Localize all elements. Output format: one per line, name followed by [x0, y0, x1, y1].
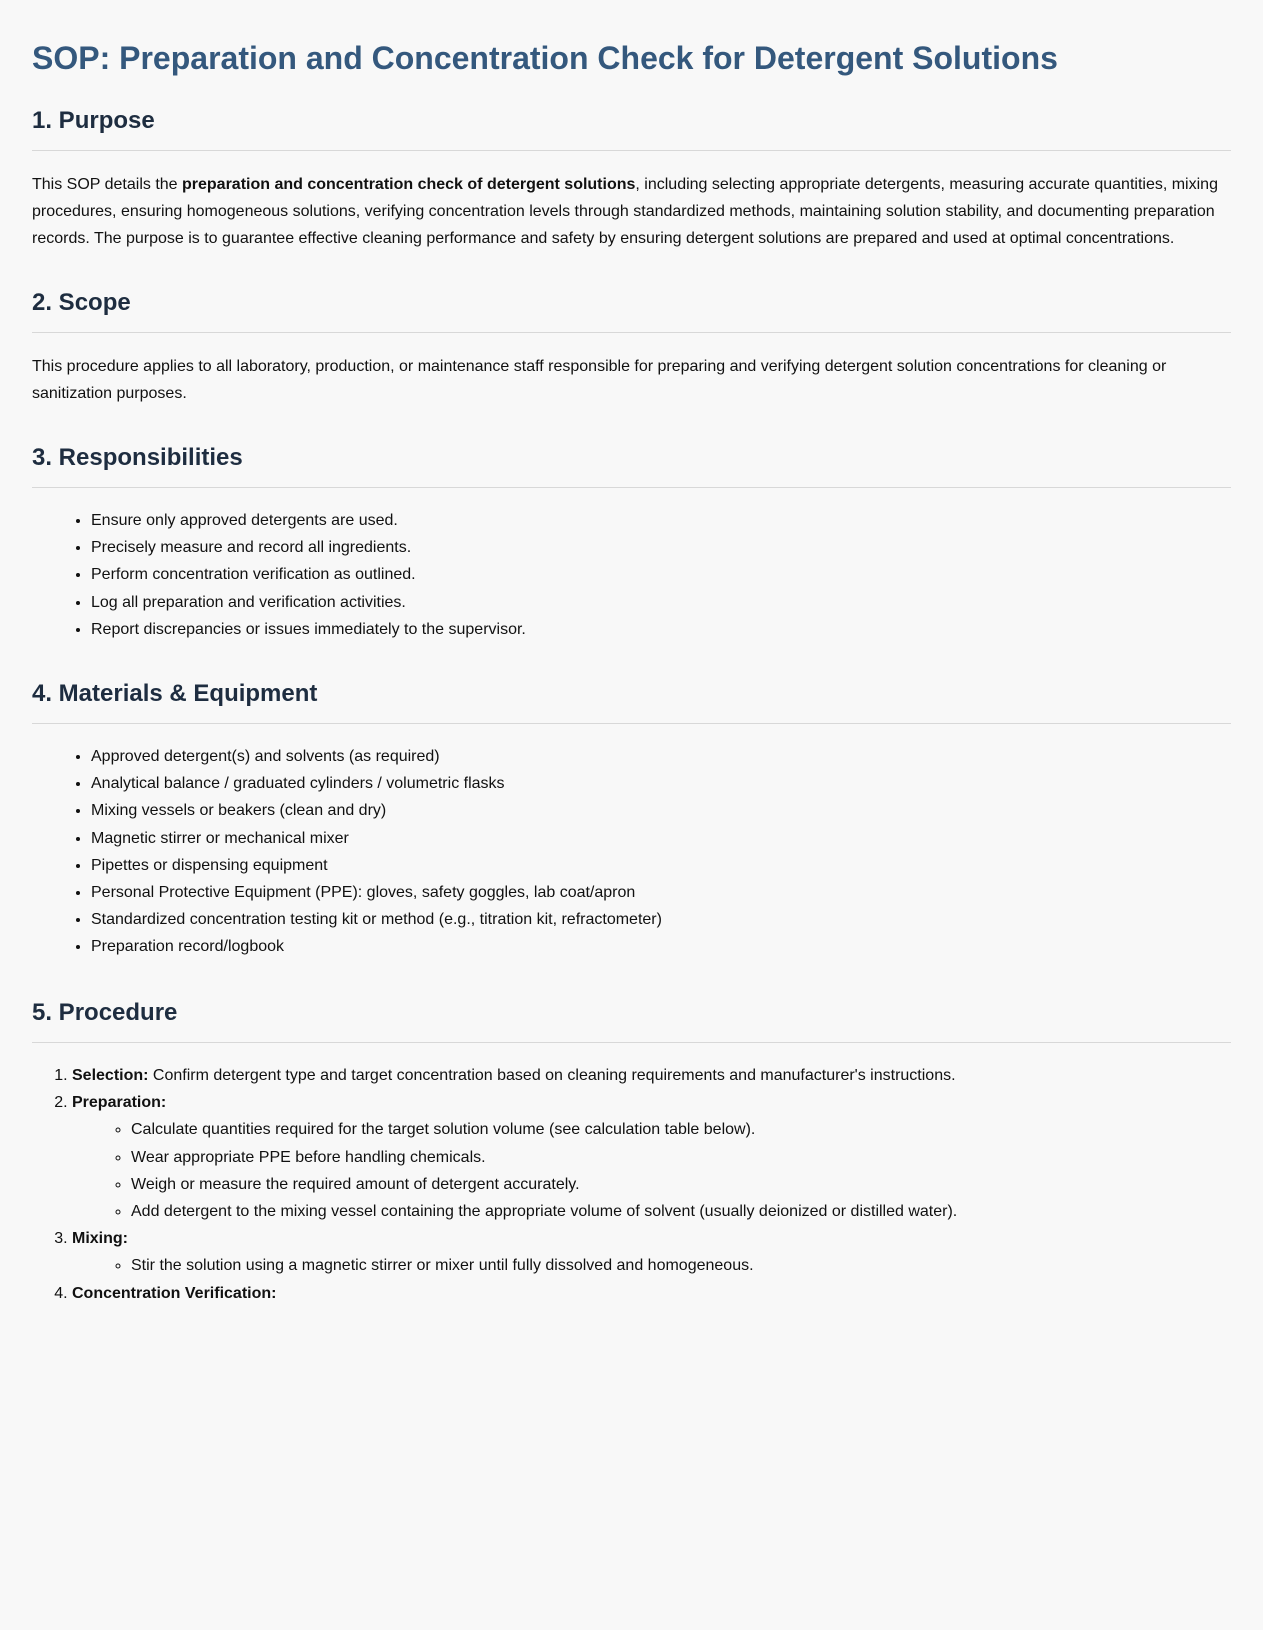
- section-heading: 3. Responsibilities: [32, 444, 243, 471]
- section-heading: 2. Scope: [32, 289, 131, 316]
- procedure-steps: [32, 1062, 1231, 1303]
- section-purpose: [32, 106, 1231, 252]
- list-item: • Report discrepancies or issues immediately to the supervisor.: [91, 616, 1231, 643]
- list-item: • Log all preparation and verification activities.: [91, 589, 1231, 616]
- list-item: • Perform concentration verification as outlined.: [91, 561, 1231, 588]
- materials-list: [32, 743, 1231, 961]
- section-heading: 5. Procedure: [32, 999, 178, 1026]
- list-item: • Standardized concentration testing kit or method (e.g., titration kit, refractometer): [91, 906, 1231, 933]
- list-item: • Analytical balance / graduated cylinders / volumetric flasks: [91, 770, 1231, 797]
- section-heading: 1. Purpose: [32, 107, 155, 134]
- purpose-text-start: This SOP details the: [32, 176, 182, 193]
- list-item: • Pipettes or dispensing equipment: [91, 852, 1231, 879]
- responsibilities-list: [32, 507, 1231, 643]
- purpose-paragraph: [32, 171, 1231, 252]
- page-title: SOP: Preparation and Concentration Check for Detergent Solutions: [32, 40, 1058, 76]
- section-divider: [32, 723, 1231, 724]
- substep-item: ◦ Add detergent to the mixing vessel containing the appropriate volume of solvent (usually deionized or distilled water).: [131, 1198, 1231, 1225]
- step-label: Selection:: [72, 1067, 149, 1084]
- substep-item: ◦ Weigh or measure the required amount of detergent accurately.: [131, 1171, 1231, 1198]
- section-procedure: [32, 998, 1231, 1303]
- substep-item: ◦ Wear appropriate PPE before handling chemicals.: [131, 1144, 1231, 1171]
- substep-list: [72, 1252, 1231, 1279]
- list-item: • Personal Protective Equipment (PPE): gloves, safety goggles, lab coat/apron: [91, 879, 1231, 906]
- list-item: • Ensure only approved detergents are used.: [91, 507, 1231, 534]
- step-label: Mixing:: [72, 1230, 128, 1248]
- section-divider: [32, 150, 1231, 151]
- purpose-text-end: , including selecting appropriate detergents, measuring accurate quantities, mixing procedures, ensuring homogeneous solutions, verifying concentration levels through standardized methods, maintaining solution stability, and documenting preparation records. The purpose is to guarantee effective cleaning performance and safety by ensuring detergent solutions are prepared and used at optimal concentrations.: [32, 176, 1218, 247]
- purpose-text-emphasis: preparation and concentration check of detergent solutions: [182, 176, 636, 193]
- procedure-step: [72, 1225, 1231, 1279]
- scope-paragraph: This procedure applies to all laboratory, production, or maintenance staff responsible for preparing and verifying detergent solution concentrations for cleaning or sanitization purposes.: [32, 358, 1167, 402]
- step-label: Preparation:: [72, 1094, 167, 1112]
- list-item: • Mixing vessels or beakers (clean and dry): [91, 797, 1231, 824]
- substep-item: ◦ Calculate quantities required for the target solution volume (see calculation table below).: [131, 1116, 1231, 1143]
- procedure-step: [72, 1089, 1231, 1225]
- sop-document: [0, 0, 1263, 78]
- list-item: • Approved detergent(s) and solvents (as required): [91, 743, 1231, 770]
- section-divider: [32, 487, 1231, 488]
- section-materials: [32, 679, 1231, 961]
- procedure-step: [72, 1062, 1231, 1089]
- substep-list: [72, 1116, 1231, 1225]
- substep-item: ◦ Stir the solution using a magnetic stirrer or mixer until fully dissolved and homogeneous.: [131, 1252, 1231, 1279]
- section-heading: 4. Materials & Equipment: [32, 680, 318, 707]
- list-item: • Magnetic stirrer or mechanical mixer: [91, 825, 1231, 852]
- list-item: • Precisely measure and record all ingredients.: [91, 534, 1231, 561]
- step-label: Concentration Verification:: [72, 1284, 277, 1302]
- step-text: Confirm detergent type and target concentration based on cleaning requirements and manufacturer's instructions.: [148, 1067, 956, 1084]
- section-divider: [32, 332, 1231, 333]
- section-responsibilities: [32, 443, 1231, 643]
- section-divider: [32, 1042, 1231, 1043]
- procedure-step: [72, 1280, 1231, 1303]
- section-scope: [32, 288, 1231, 407]
- list-item: • Preparation record/logbook: [91, 933, 1231, 960]
